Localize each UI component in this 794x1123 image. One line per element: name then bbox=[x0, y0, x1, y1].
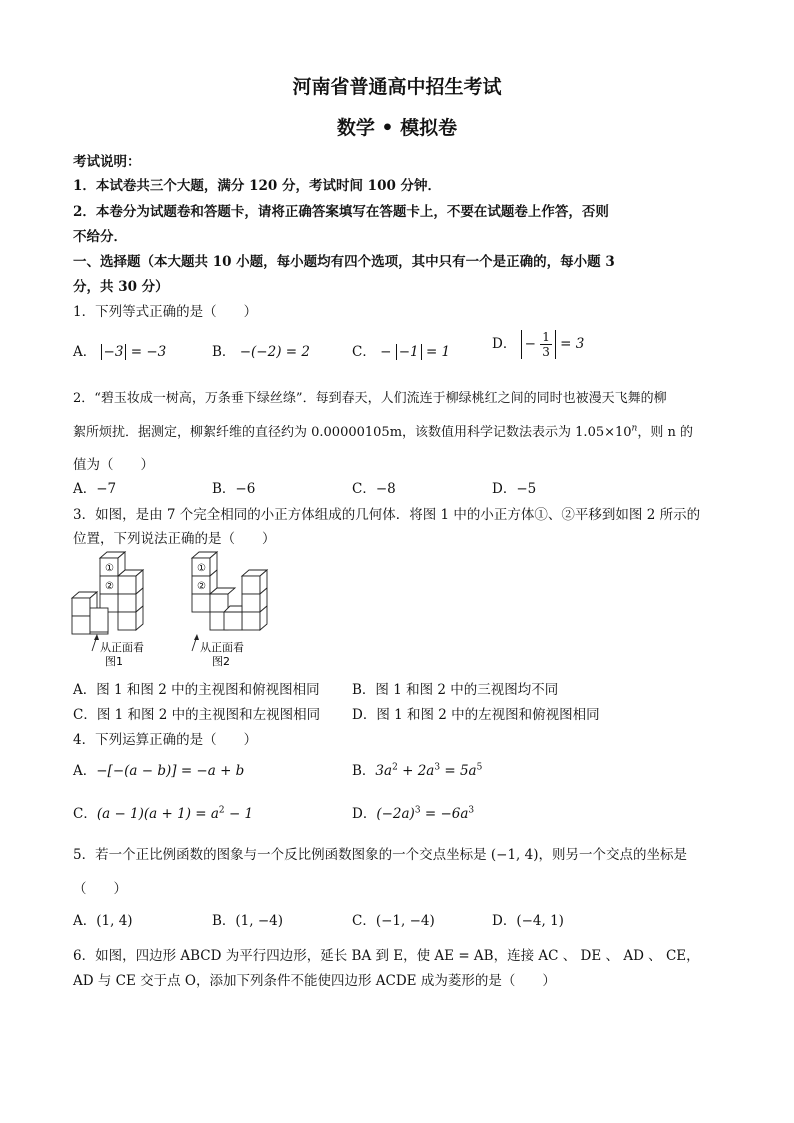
arrowhead-1 bbox=[94, 634, 99, 640]
q1-option-a bbox=[73, 340, 166, 360]
question-5-stem-cont: （ ） bbox=[73, 881, 127, 897]
expr: + 2a bbox=[397, 763, 435, 779]
cube-2-marker: ② bbox=[105, 581, 114, 592]
view-label-2: 从正面看 bbox=[200, 641, 244, 654]
exponent: 3 bbox=[414, 805, 421, 816]
q2-option-c: C．−8 bbox=[352, 481, 396, 497]
question-3-stem: 3．如图，是由 7 个完全相同的小正方体组成的几何体．将图 1 中的小正方体①、②平移到如图 2 所示的 bbox=[73, 507, 701, 523]
q2-option-a: A．−7 bbox=[73, 481, 117, 497]
q1-option-d bbox=[492, 330, 584, 359]
exponent: 2 bbox=[392, 762, 398, 773]
q2-option-d: D．−5 bbox=[492, 481, 537, 497]
q3-option-d: D．图 1 和图 2 中的左视图和俯视图相同 bbox=[352, 707, 600, 723]
expr: = 5a bbox=[440, 763, 477, 779]
question-2-stem-end: 值为（ ） bbox=[73, 457, 154, 473]
q4-option-c bbox=[73, 802, 253, 822]
question-2-stem: 2．“碧玉妆成一树高，万条垂下绿丝绦”．每到春天，人们流连于柳绿桃红之间的同时也被漫天飞舞的柳 bbox=[73, 391, 667, 406]
question-6-stem: 6．如图，四边形 ABCD 为平行四边形，延长 BA 到 E，使 AE = AB，连接 AC 、 DE 、 AD 、 CE， bbox=[73, 948, 700, 964]
q2-option-b: B．−6 bbox=[212, 481, 256, 497]
cube-1-marker: ① bbox=[105, 563, 114, 574]
arrowhead-2 bbox=[194, 634, 199, 640]
abs-value bbox=[521, 330, 556, 359]
section-heading-cont: 分，共 30 分） bbox=[73, 279, 169, 295]
expr: = −3 bbox=[130, 344, 167, 360]
q3-option-a: A．图 1 和图 2 中的主视图和俯视图相同 bbox=[73, 682, 320, 698]
exponent: 2 bbox=[218, 805, 225, 816]
question-2-stem-cont bbox=[73, 421, 693, 440]
abs-value: −3 bbox=[101, 344, 127, 360]
question-5-stem: 5．若一个正比例函数的图象与一个反比例函数图象的一个交点坐标是 (−1, 4)，则另一个交点的坐标是 bbox=[73, 847, 687, 863]
expr: = 1 bbox=[425, 344, 451, 360]
option-label: A． bbox=[73, 763, 97, 779]
cube-1-marker-fig2: ① bbox=[197, 563, 206, 574]
exponent: 3 bbox=[468, 805, 475, 816]
instruction-item-1: 1．本试卷共三个大题，满分 120 分，考试时间 100 分钟． bbox=[73, 178, 442, 194]
denominator: 3 bbox=[542, 345, 550, 359]
expr: 3a bbox=[375, 763, 393, 779]
option-label: B． bbox=[212, 344, 236, 360]
instruction-item-2: 2．本卷分为试题卷和答题卡，请将正确答案填写在答题卡上，不要在试题卷上作答，否则 bbox=[73, 204, 609, 220]
exponent: n bbox=[631, 423, 638, 434]
expr: = −6a bbox=[420, 806, 469, 822]
expr: (a − 1)(a + 1) = a bbox=[96, 806, 219, 822]
view-label-1: 从正面看 bbox=[100, 641, 144, 654]
expr: − 1 bbox=[224, 806, 254, 822]
expr: −[−(a − b)] = −a + b bbox=[96, 763, 245, 779]
expr: − bbox=[524, 336, 536, 352]
q5-option-b: B．(1, −4) bbox=[212, 913, 284, 929]
instruction-item-2-cont: 不给分． bbox=[73, 229, 127, 245]
option-label: A． bbox=[73, 344, 97, 360]
text: ，则 n 的 bbox=[637, 425, 693, 440]
option-label: B． bbox=[352, 763, 376, 779]
text: 絮所烦扰．据测定，柳絮纤维的直径约为 0.00000105m，该数值用科学记数法表示为 1.05×10 bbox=[73, 425, 632, 440]
question-4-stem: 4．下列运算正确的是（ ） bbox=[73, 732, 258, 748]
q5-option-c: C．(−1, −4) bbox=[352, 913, 435, 929]
question-6-stem-cont: AD 与 CE 交于点 O，添加下列条件不能使四边形 ACDE 成为菱形的是（ ） bbox=[73, 973, 556, 989]
figure-2-label: 图2 bbox=[212, 655, 230, 668]
expr: = 3 bbox=[560, 336, 585, 352]
q5-option-d: D．(−4, 1) bbox=[492, 913, 564, 929]
q4-option-d bbox=[352, 802, 474, 822]
q3-option-b: B．图 1 和图 2 中的三视图均不同 bbox=[352, 682, 559, 698]
page-title: 河南省普通高中招生考试 bbox=[292, 76, 502, 98]
q1-option-c bbox=[352, 340, 450, 360]
exponent: 5 bbox=[476, 762, 483, 773]
cube-figures bbox=[70, 548, 270, 668]
option-label: D． bbox=[352, 806, 377, 822]
q5-option-a: A．(1, 4) bbox=[73, 913, 133, 929]
q3-option-c: C．图 1 和图 2 中的主视图和左视图相同 bbox=[73, 707, 321, 723]
fraction bbox=[540, 330, 552, 359]
numerator: 1 bbox=[542, 330, 550, 344]
expr: −(−2) = 2 bbox=[239, 344, 310, 360]
q1-option-b bbox=[212, 340, 310, 360]
option-label: C． bbox=[73, 806, 97, 822]
expr: − bbox=[380, 344, 392, 360]
question-3-stem-cont: 位置，下列说法正确的是（ ） bbox=[73, 531, 276, 547]
instructions-heading: 考试说明： bbox=[73, 154, 141, 170]
expr: (−2a) bbox=[376, 806, 415, 822]
figure-1-label: 图1 bbox=[105, 655, 123, 668]
q4-option-b bbox=[352, 759, 482, 779]
option-label: D． bbox=[492, 336, 517, 352]
abs-value: −1 bbox=[396, 344, 422, 360]
q4-option-a bbox=[73, 759, 244, 779]
section-heading: 一、选择题（本大题共 10 小题，每小题均有四个选项，其中只有一个是正确的，每小题 3 bbox=[73, 254, 615, 270]
question-1-stem: 1．下列等式正确的是（ ） bbox=[73, 304, 258, 320]
page-subtitle: 数学 • 模拟卷 bbox=[336, 117, 458, 139]
cube-2-marker-fig2: ② bbox=[197, 581, 206, 592]
exponent: 3 bbox=[434, 762, 441, 773]
option-label: C． bbox=[352, 344, 376, 360]
